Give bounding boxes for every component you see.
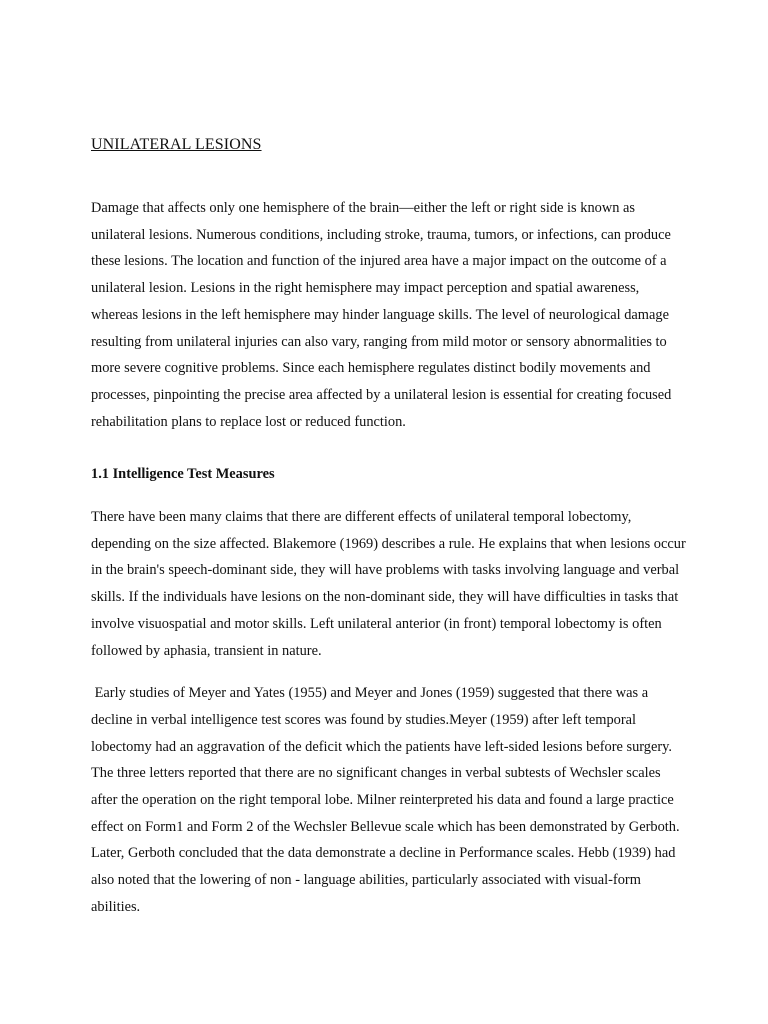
body-paragraph-2: There have been many claims that there are different effects of unilateral temporal lobectomy, depending on the size affected. Blakemore (1969) describes a rule. He explains that when lesions occur in the brain's speech-dominant side, they will have problems with tasks involving language and verbal skills. If the individuals have lesions on the non-dominant side, they will have difficulties in tasks that involve visuospatial and motor skills. Left unilateral anterior (in front) temporal lobectomy is often followed by aphasia, transient in nature. [91, 509, 686, 659]
body-paragraph-3: Early studies of Meyer and Yates (1955) and Meyer and Jones (1959) suggested that there was a decline in verbal intelligence test scores was found by studies.Meyer (1959) after left temporal lobectomy had an aggravation of the deficit which the patients have left-sided lesions before surgery. The three letters reported that there are no significant changes in verbal subtests of Wechsler scales after the operation on the right temporal lobe. Milner reinterpreted his data and found a large practice effect on Form1 and Form 2 of the Wechsler Bellevue scale which has been demonstrated by Gerboth. Later, Gerboth concluded that the data demonstrate a decline in Performance scales. Hebb (1939) had also noted that the lowering of non - language abilities, particularly associated with visual-form abilities. [91, 685, 684, 915]
section-heading: 1.1 Intelligence Test Measures [91, 466, 275, 483]
document-page [91, 133, 687, 921]
document-title: UNILATERAL LESIONS [91, 136, 262, 153]
intro-paragraph: Damage that affects only one hemisphere of the brain—either the left or right side is known as unilateral lesions. Numerous conditions, including stroke, trauma, tumors, or infections, can produce these lesions. The location and function of the injured area have a major impact on the outcome of a unilateral lesion. Lesions in the right hemisphere may impact perception and spatial awareness, whereas lesions in the left hemisphere may hinder language skills. The level of neurological damage resulting from unilateral injuries can also vary, ranging from mild motor or sensory abnormalities to more severe cognitive problems. Since each hemisphere regulates distinct bodily movements and processes, pinpointing the precise area affected by a unilateral lesion is essential for creating focused rehabilitation plans to replace lost or reduced function. [91, 200, 672, 430]
